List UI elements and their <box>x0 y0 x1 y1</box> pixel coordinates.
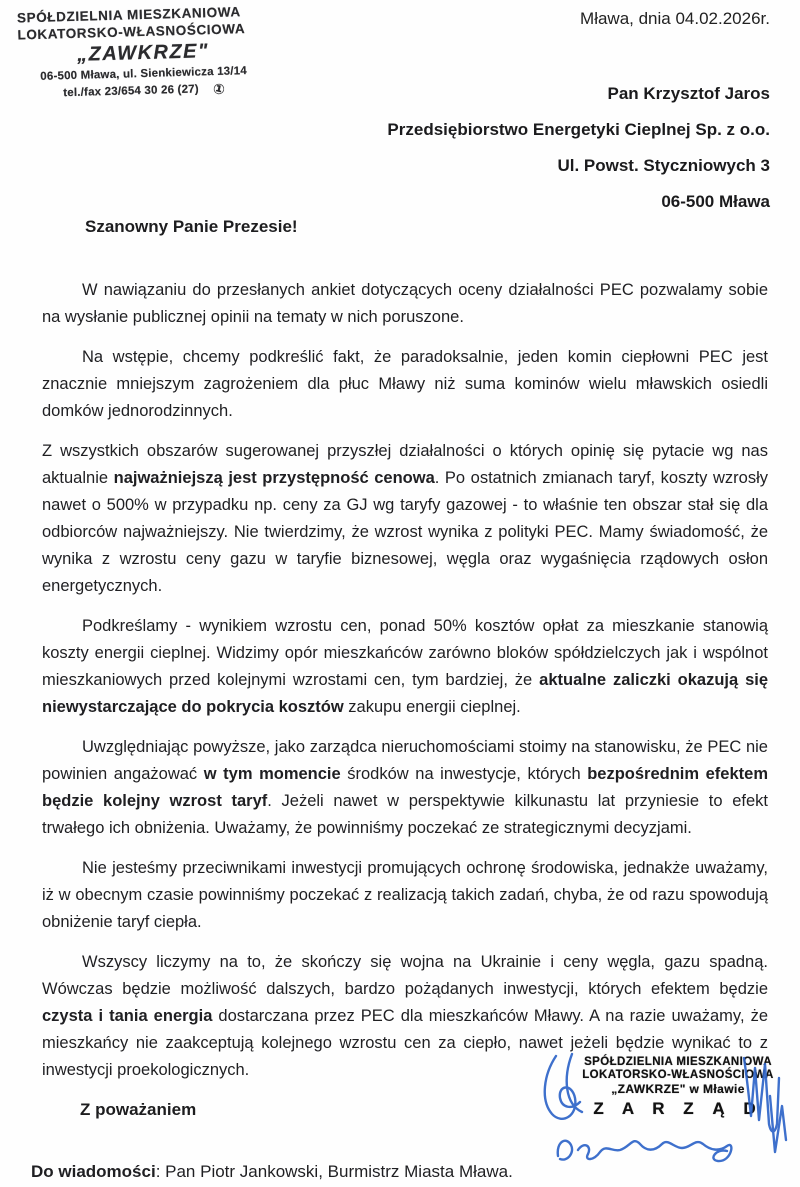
date-line: Mława, dnia 04.02.2026r. <box>580 9 770 28</box>
body-paragraph: Z wszystkich obszarów sugerowanej przyszłej działalności o których opinię się pytacie wg nas aktualnie najważniejszą jest przystępność cenowa. Po ostatnich zmianach taryf, koszty wzrosły nawet o 500% w przypadku np. ceny za GJ wg taryfy gazowej - to właśnie ten obszar stał się dla odbiorców najważniejszy. Nie twierdzimy, że wzrost wynika z polityki PEC. Mamy świadomość, że wynika z wzrostu ceny gazu w taryfie biznesowej, węgla oraz wygaśnięcia rządowych osłon energetycznych. <box>42 442 768 595</box>
cc-label: Do wiadomości <box>31 1162 156 1181</box>
body-paragraph: Podkreślamy - wynikiem wzrostu cen, ponad 50% kosztów opłat za mieszkanie stanowią koszty energii cieplnej. Widzimy opór mieszkańców zarówno bloków spółdzielczych jak i wspólnot mieszkaniowych przed kolejnymi wzrostami cen, tym bardziej, że aktualne zaliczki okazują się niewystarczające do pokrycia kosztów zakupu energii cieplnej. <box>42 617 769 716</box>
stamp-org-line3: „ZAWKRZE" w Mławie <box>611 1082 745 1096</box>
recipient-line: Przedsiębiorstwo Energetyki Cieplnej Sp. z o.o. <box>387 120 770 139</box>
letterhead-org-line1: SPÓŁDZIELNIA MIESZKANIOWA <box>16 4 241 26</box>
body-paragraph: W nawiązaniu do przesłanych ankiet dotyczących oceny działalności PEC pozwalamy sobie na wysłanie publicznej opinii na tematy w nich poruszone. <box>42 281 768 326</box>
handwritten-signatures <box>520 1040 800 1185</box>
letterhead-org-line2: LOKATORSKO-WŁASNOŚCIOWA <box>17 21 246 43</box>
body-paragraph: Wszyscy liczymy na to, że skończy się wojna na Ukrainie i ceny węgla, gazu spadną. Wówczas będzie możliwość dalszych, bardzo pożądanych inwestycji, których efektem będzie czysta i tania energia dostarczana przez PEC dla mieszkańców Mławy. A na razie uważamy, że mieszkańcy nie zaakceptują kolejnego wzrostu cen za ciepło, nawet jeżeli będzie wynikać to z inwestycji proekologicznych. <box>42 953 769 1079</box>
body-paragraph: Na wstępie, chcemy podkreślić fakt, że paradoksalnie, jeden komin ciepłowni PEC jest znacznie mniejszym zagrożeniem dla płuc Mławy niż suma kominów wielu mławskich osiedli domków jednorodzinnych. <box>42 348 768 420</box>
signature-flourish-left <box>545 1056 580 1119</box>
cc-line <box>31 1162 513 1182</box>
signature-name <box>558 1141 732 1161</box>
recipient-line: Pan Krzysztof Jaros <box>607 84 770 103</box>
letter-body <box>42 277 768 1097</box>
letterhead-phone-row <box>19 80 269 101</box>
closing-line: Z poważaniem <box>80 1100 197 1119</box>
letterhead-address: 06-500 Mława, ul. Sienkiewicza 13/14 <box>40 65 248 83</box>
cc-text: : Pan Piotr Jankowski, Burmistrz Miasta Mława. <box>155 1162 513 1181</box>
stamp-board-label: Z A R Z Ą D <box>593 1099 763 1118</box>
signature-zigzag-right <box>744 1058 779 1132</box>
recipient-block <box>387 76 770 220</box>
letterhead-stamp <box>17 3 269 102</box>
circled-one-icon: ① <box>211 79 227 99</box>
stamp-org-line2: LOKATORSKO-WŁASNOŚCIOWA <box>582 1069 774 1081</box>
recipient-line: 06-500 Mława <box>661 192 770 211</box>
salutation: Szanowny Panie Prezesie! <box>85 217 298 236</box>
letterhead-org-name: „ZAWKRZE" <box>76 40 210 66</box>
body-paragraph: Nie jesteśmy przeciwnikami inwestycji promujących ochronę środowiska, jednakże uważamy, iż w obecnym czasie powinniśmy poczekać z realizacją takich zadań, chyba, że od razu spowodują obniżenie taryf ciepła. <box>42 859 768 931</box>
stamp-org-line1: SPÓŁDZIELNIA MIESZKANIOWA <box>584 1056 772 1068</box>
recipient-line: Ul. Powst. Styczniowych 3 <box>557 156 770 175</box>
letterhead-phone: tel./fax 23/654 30 26 (27) <box>63 83 200 100</box>
body-paragraph: Uwzględniając powyższe, jako zarządca nieruchomościami stoimy na stanowisku, że PEC nie powinien angażować w tym momencie środków na inwestycje, których bezpośrednim efektem będzie kolejny wzrost taryf. Jeżeli nawet w perspektywie kilkunastu lat przyniesie to efekt trwałego ich obniżenia. Uważamy, że powinniśmy poczekać ze strategicznymi decyzjami. <box>42 738 768 837</box>
